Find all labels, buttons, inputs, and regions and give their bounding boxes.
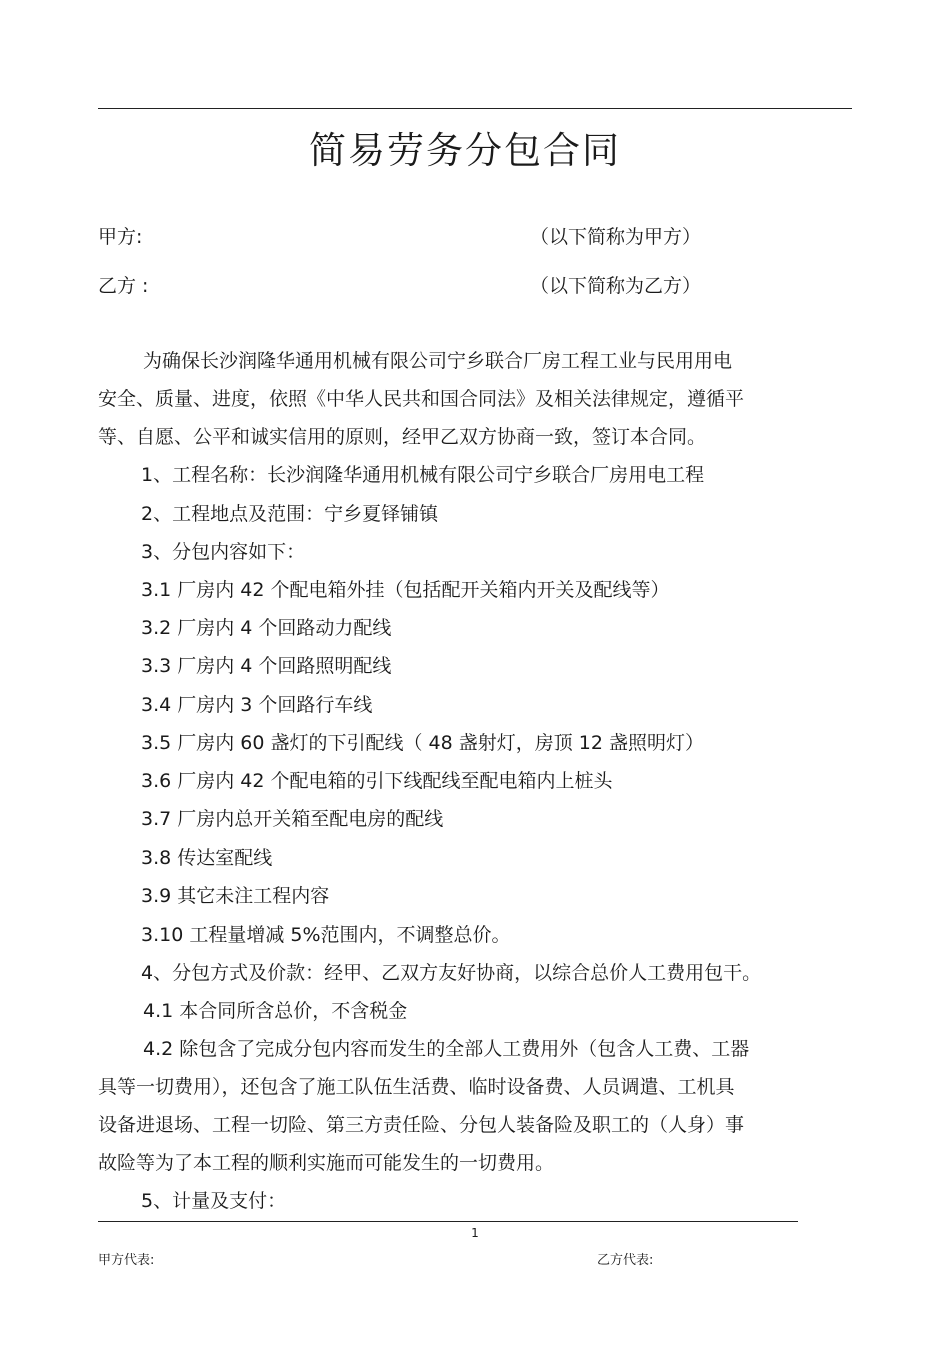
header-rule <box>98 108 852 109</box>
clause-5: 5、计量及支付： <box>141 1190 287 1212</box>
clause-3-6: 3.6 厂房内 42 个配电箱的引下线配线至配电箱内上桩头 <box>141 770 613 792</box>
clause-4-2-line: 具等一切费用），还包含了施工队伍生活费、临时设备费、人员调遣、工机具 <box>98 1076 735 1098</box>
party-b-representative: 乙方代表: <box>597 1253 654 1268</box>
clause-4-2-line: 4.2 除包含了完成分包内容而发生的全部人工费用外（包含人工费、工器 <box>143 1038 750 1060</box>
party-a-label: 甲方: <box>98 226 143 248</box>
clause-4-1: 4.1 本合同所含总价，不含税金 <box>143 1000 408 1022</box>
clause-2: 2、工程地点及范围：宁乡夏铎铺镇 <box>141 503 439 525</box>
clause-3-5: 3.5 厂房内 60 盏灯的下引配线（ 48 盏射灯，房顶 12 盏照明灯） <box>141 732 705 754</box>
intro-line: 等、自愿、公平和诚实信用的原则，经甲乙双方协商一致，签订本合同。 <box>98 426 707 448</box>
intro-line: 为确保长沙润隆华通用机械有限公司宁乡联合厂房工程工业与民用用电 <box>143 350 733 372</box>
clause-3: 3、分包内容如下： <box>141 541 306 563</box>
clause-3-8: 3.8 传达室配线 <box>141 847 273 869</box>
page-number: 1 <box>471 1226 479 1240</box>
clause-1: 1、工程名称：长沙润隆华通用机械有限公司宁乡联合厂房用电工程 <box>141 464 705 486</box>
party-b-note: （以下简称为乙方） <box>530 275 702 297</box>
footer-rule <box>98 1221 798 1222</box>
clause-3-9: 3.9 其它未注工程内容 <box>141 885 330 907</box>
clause-3-2: 3.2 厂房内 4 个回路动力配线 <box>141 617 392 639</box>
clause-4: 4、分包方式及价款：经甲、乙双方友好协商，以综合总价人工费用包干。 <box>141 962 762 984</box>
party-b-label: 乙方 : <box>98 275 149 297</box>
clause-4-2-line: 故险等为了本工程的顺利实施而可能发生的一切费用。 <box>98 1152 555 1174</box>
intro-line: 安全、质量、进度，依照《中华人民共和国合同法》及相关法律规定，遵循平 <box>98 388 745 410</box>
clause-3-4: 3.4 厂房内 3 个回路行车线 <box>141 694 373 716</box>
clause-4-2-line: 设备进退场、工程一切险、第三方责任险、分包人装备险及职工的（人身）事 <box>98 1114 745 1136</box>
clause-3-7: 3.7 厂房内总开关箱至配电房的配线 <box>141 808 444 830</box>
clause-3-3: 3.3 厂房内 4 个回路照明配线 <box>141 655 392 677</box>
party-a-representative: 甲方代表: <box>98 1253 155 1268</box>
clause-3-1: 3.1 厂房内 42 个配电箱外挂（包括配开关箱内开关及配线等） <box>141 579 670 601</box>
clause-3-10: 3.10 工程量增减 5%范围内，不调整总价。 <box>141 924 511 946</box>
party-a-note: （以下简称为甲方） <box>530 226 702 248</box>
document-title: 简易劳务分包合同 <box>309 129 621 172</box>
